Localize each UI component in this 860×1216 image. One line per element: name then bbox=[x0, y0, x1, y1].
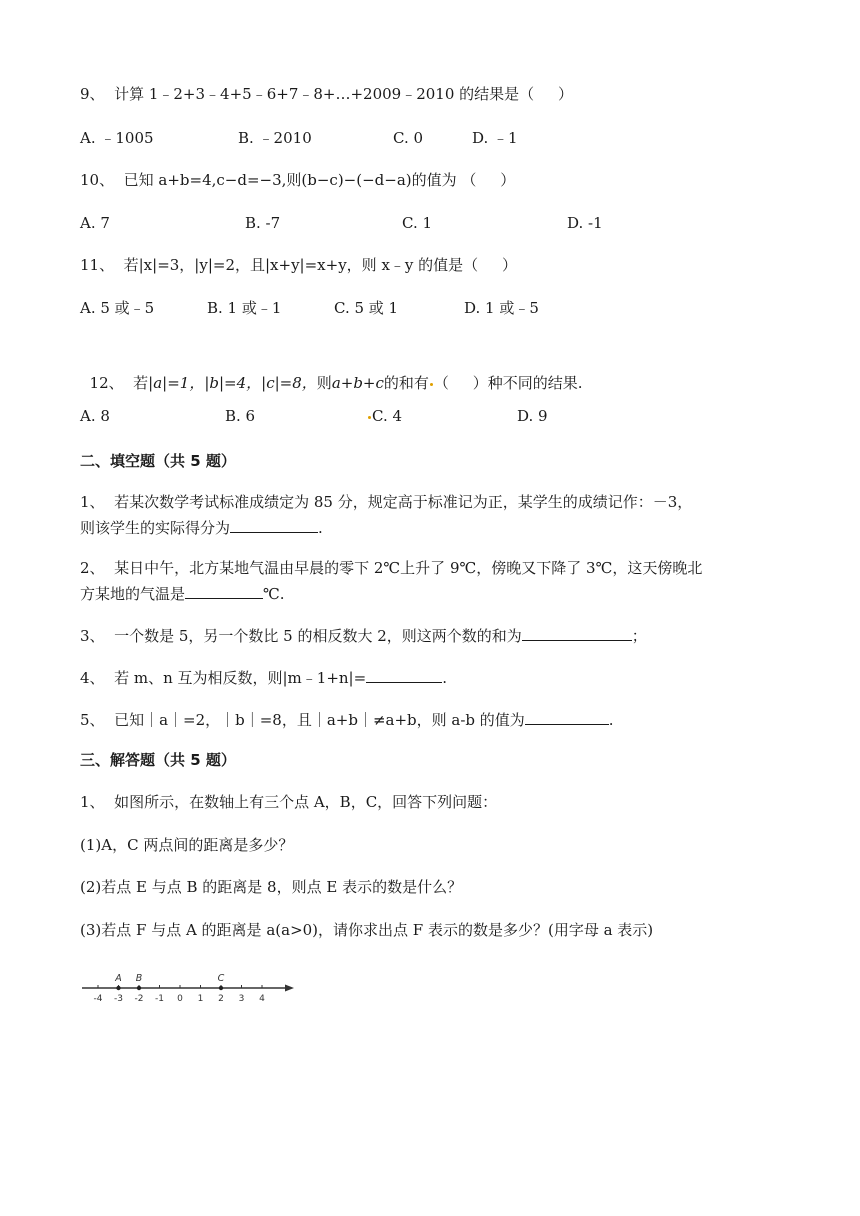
fill-2-text: 方某地的气温是 bbox=[80, 585, 186, 603]
fill-1-line-2 bbox=[80, 516, 323, 538]
fill-3-text: 3、 一个数是 5，另一个数比 5 的相反数大 2，则这两个数的和为 bbox=[80, 627, 522, 645]
solve-1-q1: (1)A，C 两点间的距离是多少？ bbox=[80, 836, 294, 854]
q12-abs-a: |a|=1， bbox=[148, 374, 205, 392]
question-12-text bbox=[80, 353, 583, 393]
tick-label: 3 bbox=[238, 994, 245, 1004]
tick-label: -1 bbox=[155, 994, 164, 1004]
q10-option-d: D. -1 bbox=[567, 214, 603, 232]
q10-option-a: A. 7 bbox=[80, 214, 110, 232]
question-9-text: 9、 计算 1﹣2+3﹣4+5﹣6+7﹣8+…+2009﹣2010 的结果是（ ） bbox=[80, 85, 573, 103]
marker-dot-icon bbox=[430, 383, 433, 386]
fill-5-end: . bbox=[608, 711, 614, 729]
q12-suffix-2: （ ）种不同的结果. bbox=[433, 374, 583, 392]
answer-blank bbox=[522, 624, 632, 641]
tick-label: -4 bbox=[93, 994, 103, 1004]
point-c bbox=[219, 986, 223, 990]
q12-abs-b: |b|=4， bbox=[204, 374, 262, 392]
answer-blank bbox=[185, 582, 263, 599]
fill-5 bbox=[80, 708, 614, 730]
fill-4-text: 4、 若 m、n 互为相反数，则|m﹣1+n|= bbox=[80, 669, 367, 687]
q10-option-c: C. 1 bbox=[402, 214, 433, 232]
q9-option-a: A. ﹣1005 bbox=[80, 129, 154, 147]
fill-2-line-1: 2、 某日中午，北方某地气温由早晨的零下 2℃上升了 9℃，傍晚又下降了 3℃，这天傍晚北 bbox=[80, 559, 703, 577]
answer-blank bbox=[525, 708, 609, 725]
tick-label: -2 bbox=[134, 994, 144, 1004]
q12-prefix: 12、 若 bbox=[89, 374, 149, 392]
solve-1-text: 1、 如图所示，在数轴上有三个点 A，B，C，回答下列问题： bbox=[80, 793, 498, 811]
answer-blank bbox=[366, 666, 442, 683]
q12-suffix-1: 的和有 bbox=[383, 374, 429, 392]
fill-2-end: ℃. bbox=[263, 585, 285, 603]
tick-label: 2 bbox=[218, 994, 224, 1004]
fill-1-end: . bbox=[318, 519, 323, 537]
question-11-text: 11、 若|x|=3，|y|=2，且|x+y|=x+y，则 x﹣y 的值是（ ） bbox=[80, 256, 517, 274]
fill-5-text: 5、 已知｜a｜=2，｜b｜=8，且｜a+b｜≠a+b，则 a-b 的值为 bbox=[80, 711, 525, 729]
q12-option-a: A. 8 bbox=[80, 407, 110, 425]
tick-label: 4 bbox=[259, 994, 265, 1004]
solve-1-q3: (3)若点 F 与点 A 的距离是 a(a>0)，请你求出点 F 表示的数是多少？(用字母 a 表示) bbox=[80, 921, 654, 939]
solve-1-q2: (2)若点 E 与点 B 的距离是 8，则点 E 表示的数是什么？ bbox=[80, 878, 463, 896]
point-label-a: A bbox=[115, 973, 122, 984]
fill-1-line-1: 1、 若某次数学考试标准成绩定为 85 分，规定高于标准记为正，某学生的成绩记作：－3， bbox=[80, 493, 693, 511]
q12-option-d: D. 9 bbox=[517, 407, 548, 425]
tick-label: 0 bbox=[177, 994, 183, 1004]
fill-2-line-2 bbox=[80, 582, 285, 604]
fill-1-text: 则该学生的实际得分为 bbox=[80, 519, 231, 537]
fill-4 bbox=[80, 666, 447, 688]
q12-abs-c: |c|=8， bbox=[261, 374, 317, 392]
q9-option-c: C. 0 bbox=[393, 129, 424, 147]
q11-option-d: D. 1 或﹣5 bbox=[464, 299, 539, 317]
q11-option-a: A. 5 或﹣5 bbox=[80, 299, 155, 317]
fill-3-end: ； bbox=[631, 627, 647, 645]
point-label-c: C bbox=[217, 973, 225, 984]
point-b bbox=[137, 986, 141, 990]
fill-3 bbox=[80, 624, 647, 646]
number-line-figure bbox=[76, 962, 300, 1010]
arrow-icon bbox=[285, 985, 294, 992]
marker-dot-icon bbox=[368, 416, 371, 419]
q12-option-c bbox=[367, 406, 402, 426]
tick-label: 1 bbox=[197, 994, 204, 1004]
answer-blank bbox=[230, 516, 318, 533]
q11-option-b: B. 1 或﹣1 bbox=[207, 299, 282, 317]
section-2-title: 二、填空题（共 5 题） bbox=[80, 452, 236, 470]
q12-option-c-label: C. 4 bbox=[372, 407, 403, 425]
q12-mid: 则 bbox=[316, 374, 332, 392]
question-10-text: 10、 已知 a+b=4,c−d=−3,则(b−c)−(−d−a)的值为 （ ） bbox=[80, 171, 516, 189]
point-label-b: B bbox=[135, 973, 143, 984]
q12-expr: a+b+c bbox=[331, 374, 384, 392]
fill-4-end: . bbox=[442, 669, 447, 687]
section-3-title: 三、解答题（共 5 题） bbox=[80, 751, 236, 769]
tick-label: -3 bbox=[114, 994, 123, 1004]
q12-option-b: B. 6 bbox=[225, 407, 256, 425]
point-a bbox=[116, 986, 120, 990]
q9-option-b: B. ﹣2010 bbox=[238, 129, 312, 147]
q9-option-d: D. ﹣1 bbox=[472, 129, 518, 147]
q10-option-b: B. -7 bbox=[245, 214, 281, 232]
q11-option-c: C. 5 或 1 bbox=[334, 299, 399, 317]
